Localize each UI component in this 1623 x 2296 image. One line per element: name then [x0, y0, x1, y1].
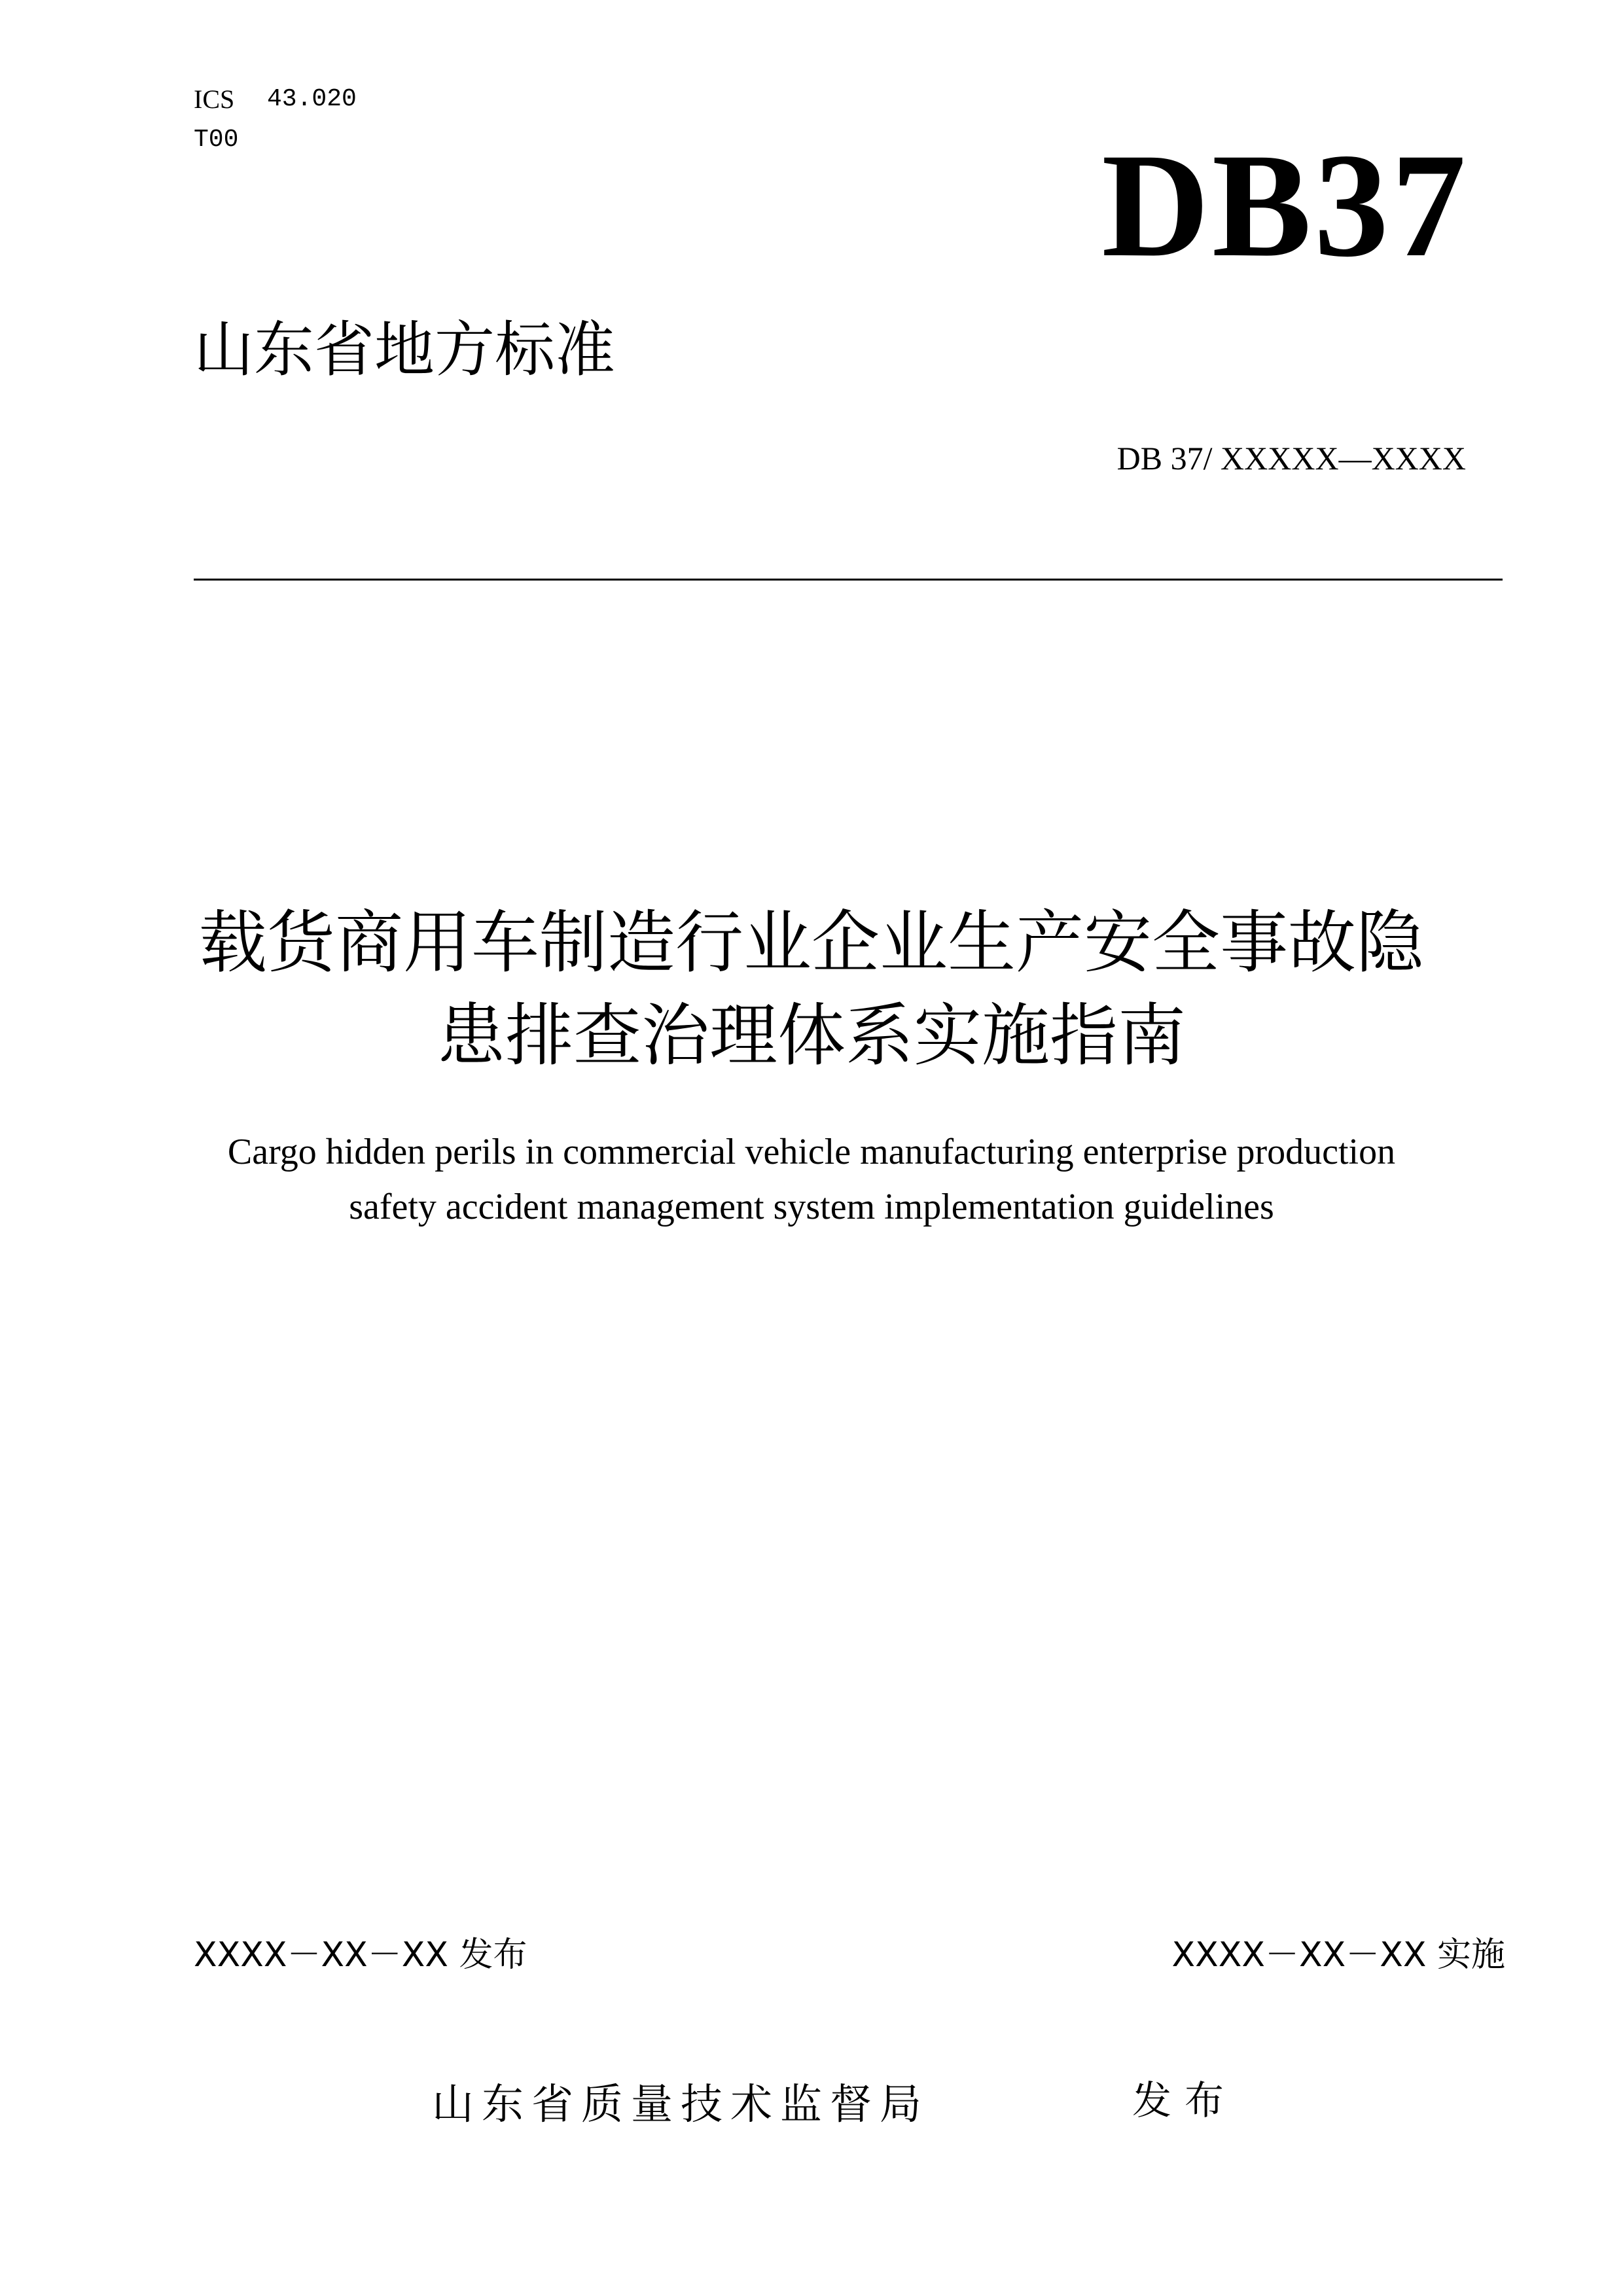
- standard-type: 山东省地方标准: [194, 315, 616, 385]
- title-cn-line-2: 患排查治理体系实施指南: [437, 996, 1186, 1075]
- title-en-line-2: safety accident management system implementation guidelines: [349, 1187, 1274, 1227]
- issue-date: XXXX－XX－XX 发布: [194, 1935, 527, 1975]
- issuer-name: 山东省质量技术监督局: [432, 2081, 929, 2129]
- standard-number: DB 37/ XXXXX—XXXX: [1116, 440, 1466, 476]
- title-en-line-1: Cargo hidden perils in commercial vehicle manufacturing enterprise production: [227, 1132, 1396, 1172]
- title-cn-line-1: 载货商用车制造行业企业生产安全事故隐: [198, 903, 1424, 982]
- classification-code: T00: [194, 126, 239, 154]
- ics-label: ICS: [194, 84, 235, 114]
- header-divider: [194, 579, 1503, 581]
- db37-logo: DB37: [1101, 123, 1469, 288]
- issuer-action: 发布: [1132, 2078, 1237, 2124]
- ics-code: 43.020: [267, 85, 357, 113]
- effective-date: XXXX－XX－XX 实施: [1171, 1935, 1505, 1975]
